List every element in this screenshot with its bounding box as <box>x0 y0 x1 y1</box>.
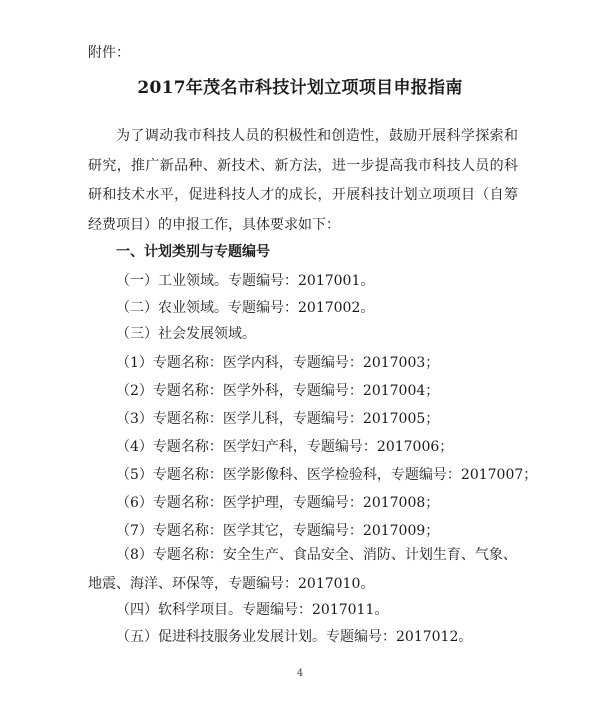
list-item-industry: （一）工业领域。专题编号：2017001。 <box>116 273 375 289</box>
sub-item-pediatrics: （3）专题名称：医学儿科，专题编号：2017005； <box>116 411 440 427</box>
attachment-label: 附件： <box>88 45 130 61</box>
sub-item-medicine-other: （7）专题名称：医学其它，专题编号：2017009； <box>116 523 440 539</box>
list-item-social-development: （三）社会发展领域。 <box>116 326 256 342</box>
sub-item-obstetrics: （4）专题名称：医学妇产科，专题编号：2017006； <box>116 439 454 455</box>
list-item-agriculture: （二）农业领域。专题编号：2017002。 <box>116 300 375 316</box>
sub-item-surgery: （2）专题名称：医学外科，专题编号：2017004； <box>116 383 440 399</box>
page-number: 4 <box>296 668 304 679</box>
sub-item-safety-environment: （8）专题名称：安全生产、食品安全、消防、计划生育、气象、地震、海洋、环保等，专题编号：2017010。 <box>88 547 517 592</box>
sub-item-nursing: （6）专题名称：医学护理，专题编号：2017008； <box>116 495 440 511</box>
sub-item-internal-medicine: （1）专题名称：医学内科，专题编号：2017003； <box>116 355 440 371</box>
list-item-soft-science: （四）软科学项目。专题编号：2017011。 <box>116 602 389 618</box>
intro-paragraph: 为了调动我市科技人员的积极性和创造性，鼓励开展科学探索和研究，推广新品种、新技术、新方法，进一步提高我市科技人员的科研和技术水平，促进科技人才的成长，开展科技计划立项项目（自筹经费项目）的申报工作，具体要求如下： <box>88 128 518 233</box>
sub-item-imaging-lab: （5）专题名称：医学影像科、医学检验科，专题编号：2017007； <box>116 467 538 483</box>
list-item-tech-services: （五）促进科技服务业发展计划。专题编号：2017012。 <box>116 629 473 645</box>
document-title: 2017年茂名市科技计划立项项目申报指南 <box>137 78 463 98</box>
section-heading-plan-categories: 一、计划类别与专题编号 <box>116 244 270 260</box>
